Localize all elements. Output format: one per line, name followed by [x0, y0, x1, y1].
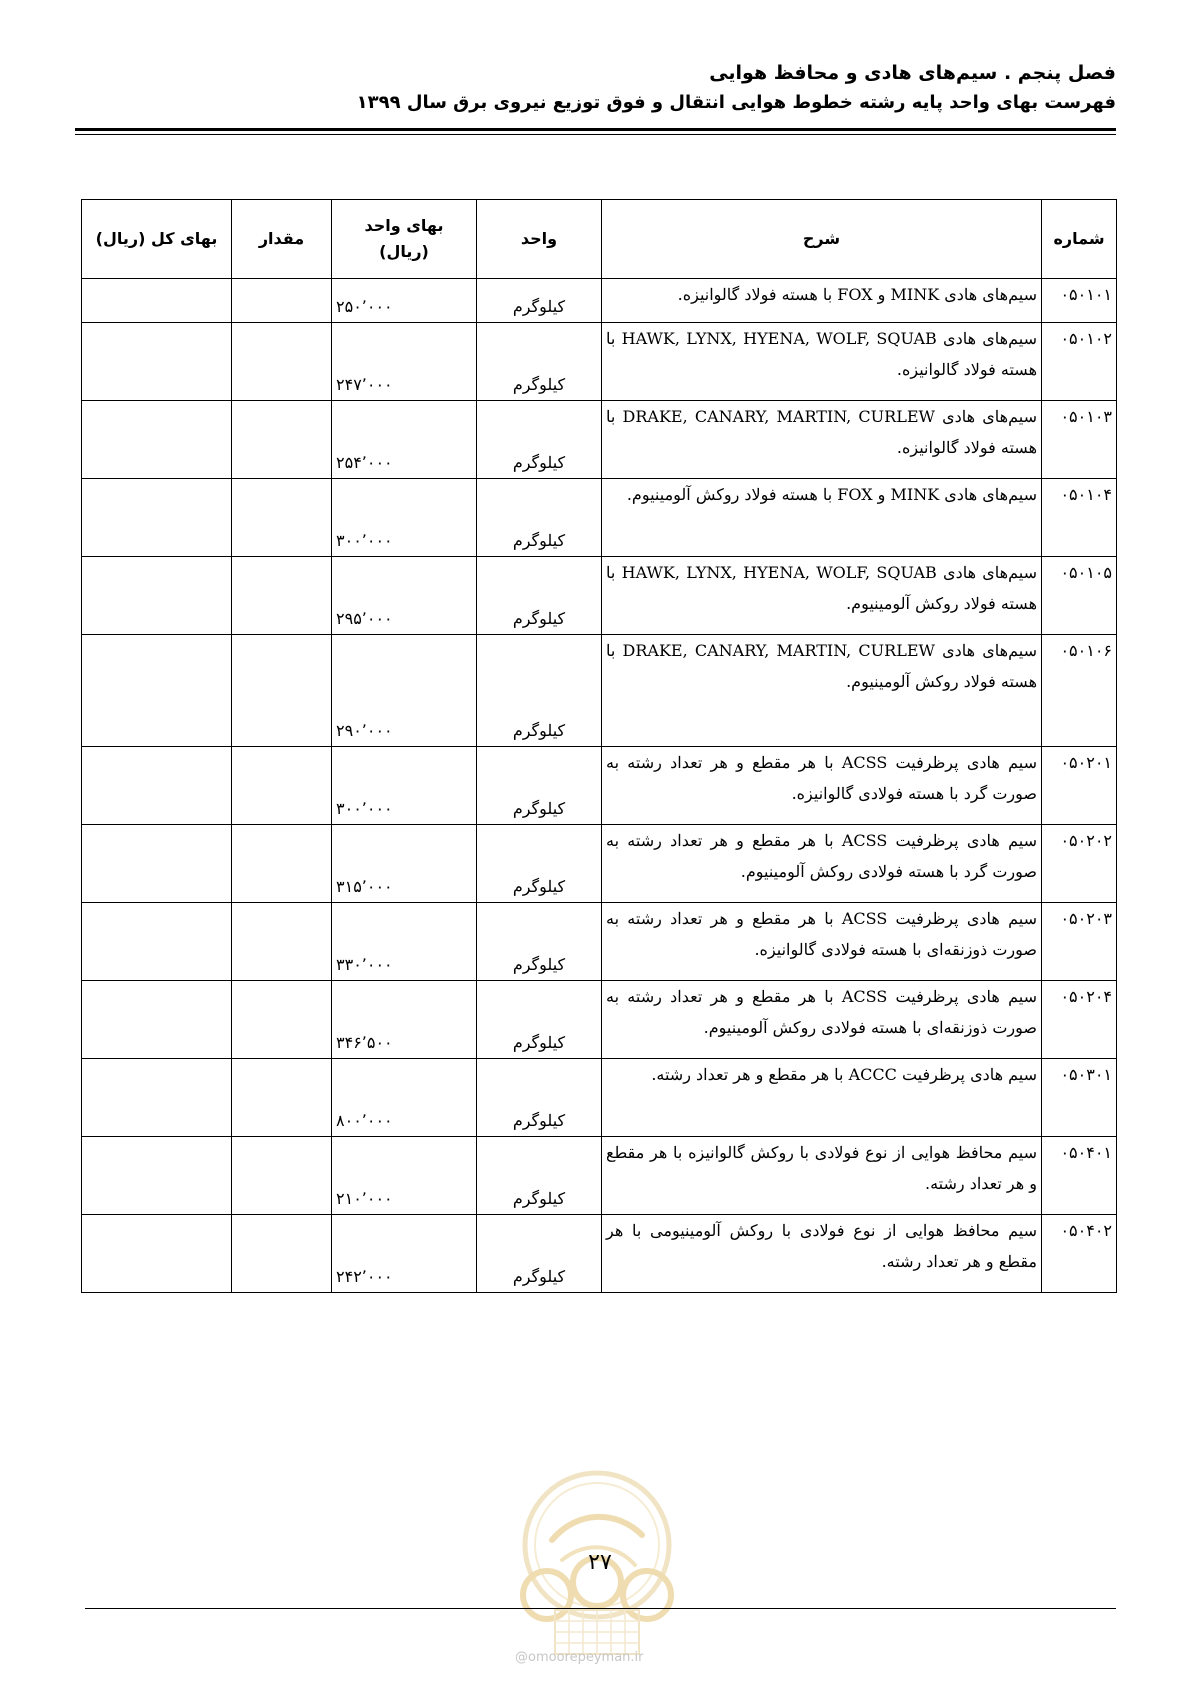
row-unit-price: ۳۱۵٬۰۰۰	[332, 825, 477, 903]
header-unit-price-label: بهای واحد	[364, 216, 444, 235]
table-row	[82, 1215, 1117, 1293]
row-total-price	[82, 1215, 232, 1293]
header-rule-thick	[75, 128, 1116, 131]
row-code: ۰۵۰۲۰۳	[1042, 903, 1117, 981]
row-quantity	[232, 1215, 332, 1293]
row-total-price	[82, 279, 232, 323]
row-total-price	[82, 557, 232, 635]
table-row	[82, 401, 1117, 479]
row-description: سیم‌های هادی MINK و FOX با هسته فولاد گالوانیزه.	[602, 279, 1042, 323]
row-unit: کیلوگرم	[477, 1059, 602, 1137]
table-row	[82, 479, 1117, 557]
row-total-price	[82, 747, 232, 825]
row-unit-price: ۳۴۶٬۵۰۰	[332, 981, 477, 1059]
table-header-row	[82, 200, 1117, 279]
row-unit: کیلوگرم	[477, 903, 602, 981]
row-description: سیم‌های هادی HAWK, LYNX, HYENA, WOLF, SQUAB با هسته فولاد روکش آلومینیوم.	[602, 557, 1042, 635]
header-unit: واحد	[477, 200, 602, 279]
table-row	[82, 635, 1117, 747]
header-quantity: مقدار	[232, 200, 332, 279]
row-unit-price: ۲۴۷٬۰۰۰	[332, 323, 477, 401]
row-unit: کیلوگرم	[477, 323, 602, 401]
footer-rule	[85, 1608, 1116, 1609]
row-unit: کیلوگرم	[477, 479, 602, 557]
row-description: سیم‌های هادی MINK و FOX با هسته فولاد روکش آلومینیوم.	[602, 479, 1042, 557]
row-description: سیم هادی پرظرفیت ACSS با هر مقطع و هر تعداد رشته به صورت ذوزنقه‌ای با هسته فولادی گالوانیزه.	[602, 903, 1042, 981]
row-description: سیم محافظ هوایی از نوع فولادی با روکش آلومینیومی با هر مقطع و هر تعداد رشته.	[602, 1215, 1042, 1293]
row-total-price	[82, 323, 232, 401]
row-unit-price: ۲۱۰٬۰۰۰	[332, 1137, 477, 1215]
row-total-price	[82, 1137, 232, 1215]
row-code: ۰۵۰۳۰۱	[1042, 1059, 1117, 1137]
row-unit: کیلوگرم	[477, 981, 602, 1059]
row-quantity	[232, 1137, 332, 1215]
table-row	[82, 279, 1117, 323]
header-rule-thin	[75, 134, 1116, 135]
row-code: ۰۵۰۱۰۶	[1042, 635, 1117, 747]
row-unit: کیلوگرم	[477, 747, 602, 825]
row-code: ۰۵۰۱۰۱	[1042, 279, 1117, 323]
row-description: سیم هادی پرظرفیت ACSS با هر مقطع و هر تعداد رشته به صورت گرد با هسته فولادی روکش آلومینیوم.	[602, 825, 1042, 903]
row-unit: کیلوگرم	[477, 1215, 602, 1293]
row-unit-price: ۲۵۰٬۰۰۰	[332, 279, 477, 323]
row-quantity	[232, 323, 332, 401]
header-number: شماره	[1042, 200, 1117, 279]
row-total-price	[82, 401, 232, 479]
row-code: ۰۵۰۴۰۲	[1042, 1215, 1117, 1293]
row-unit: کیلوگرم	[477, 401, 602, 479]
row-quantity	[232, 557, 332, 635]
row-code: ۰۵۰۲۰۴	[1042, 981, 1117, 1059]
row-code: ۰۵۰۲۰۱	[1042, 747, 1117, 825]
table-row	[82, 323, 1117, 401]
header-unit-price	[332, 200, 477, 279]
row-code: ۰۵۰۱۰۴	[1042, 479, 1117, 557]
row-quantity	[232, 279, 332, 323]
row-total-price	[82, 903, 232, 981]
row-quantity	[232, 981, 332, 1059]
page-number: ۲۷	[588, 1550, 612, 1575]
row-total-price	[82, 825, 232, 903]
row-quantity	[232, 401, 332, 479]
price-table	[81, 199, 1117, 1293]
row-quantity	[232, 825, 332, 903]
row-unit: کیلوگرم	[477, 825, 602, 903]
row-quantity	[232, 635, 332, 747]
row-quantity	[232, 747, 332, 825]
table-row	[82, 557, 1117, 635]
page-header	[75, 60, 1116, 116]
list-title: فهرست بهای واحد پایه رشته خطوط هوایی انتقال و فوق توزیع نیروی برق سال ۱۳۹۹	[356, 92, 1116, 113]
row-unit-price: ۳۰۰٬۰۰۰	[332, 479, 477, 557]
row-quantity	[232, 479, 332, 557]
chapter-title: فصل پنجم . سیم‌های هادی و محافظ هوایی	[709, 62, 1116, 84]
header-description: شرح	[602, 200, 1042, 279]
table-row	[82, 825, 1117, 903]
row-description: سیم‌های هادی HAWK, LYNX, HYENA, WOLF, SQUAB با هسته فولاد گالوانیزه.	[602, 323, 1042, 401]
row-total-price	[82, 635, 232, 747]
row-quantity	[232, 903, 332, 981]
row-unit: کیلوگرم	[477, 279, 602, 323]
row-total-price	[82, 479, 232, 557]
table-row	[82, 903, 1117, 981]
header-total-price: بهای کل (ریال)	[82, 200, 232, 279]
table-row	[82, 747, 1117, 825]
row-unit-price: ۳۳۰٬۰۰۰	[332, 903, 477, 981]
row-code: ۰۵۰۲۰۲	[1042, 825, 1117, 903]
row-unit: کیلوگرم	[477, 635, 602, 747]
row-unit: کیلوگرم	[477, 557, 602, 635]
row-code: ۰۵۰۱۰۳	[1042, 401, 1117, 479]
row-unit-price: ۲۴۲٬۰۰۰	[332, 1215, 477, 1293]
row-description: سیم محافظ هوایی از نوع فولادی با روکش گالوانیزه با هر مقطع و هر تعداد رشته.	[602, 1137, 1042, 1215]
row-code: ۰۵۰۱۰۲	[1042, 323, 1117, 401]
row-code: ۰۵۰۱۰۵	[1042, 557, 1117, 635]
row-unit-price: ۳۰۰٬۰۰۰	[332, 747, 477, 825]
row-total-price	[82, 981, 232, 1059]
row-unit: کیلوگرم	[477, 1137, 602, 1215]
table-row	[82, 1059, 1117, 1137]
row-unit-price: ۲۵۴٬۰۰۰	[332, 401, 477, 479]
row-description: سیم هادی پرظرفیت ACSS با هر مقطع و هر تعداد رشته به صورت ذوزنقه‌ای با هسته فولادی روکش آلومینیوم.	[602, 981, 1042, 1059]
row-unit-price: ۲۹۰٬۰۰۰	[332, 635, 477, 747]
table-row	[82, 981, 1117, 1059]
row-quantity	[232, 1059, 332, 1137]
row-description: سیم‌های هادی DRAKE, CANARY, MARTIN, CURLEW با هسته فولاد روکش آلومینیوم.	[602, 635, 1042, 747]
row-description: سیم‌های هادی DRAKE, CANARY, MARTIN, CURLEW با هسته فولاد گالوانیزه.	[602, 401, 1042, 479]
row-description: سیم هادی پرظرفیت ACCC با هر مقطع و هر تعداد رشته.	[602, 1059, 1042, 1137]
header-unit-price-currency: (ریال)	[379, 242, 429, 261]
row-unit-price: ۲۹۵٬۰۰۰	[332, 557, 477, 635]
table-row	[82, 1137, 1117, 1215]
row-unit-price: ۸۰۰٬۰۰۰	[332, 1059, 477, 1137]
row-description: سیم هادی پرظرفیت ACSS با هر مقطع و هر تعداد رشته به صورت گرد با هسته فولادی گالوانیزه.	[602, 747, 1042, 825]
watermark-site-text: @omoorepeyman.ir	[515, 1650, 644, 1665]
row-total-price	[82, 1059, 232, 1137]
row-code: ۰۵۰۴۰۱	[1042, 1137, 1117, 1215]
